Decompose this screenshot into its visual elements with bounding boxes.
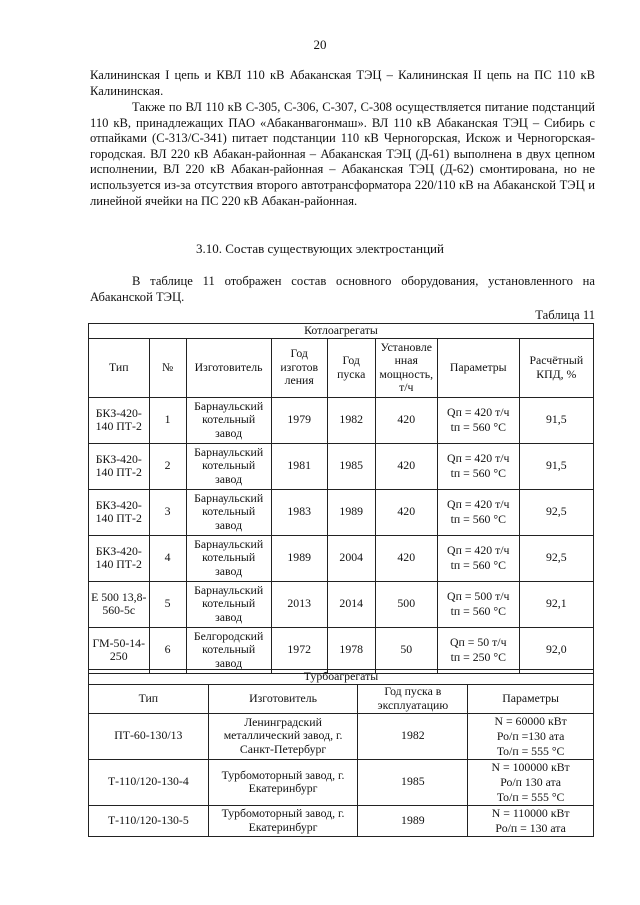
cell-type: Е 500 13,8-560-5с bbox=[89, 581, 150, 627]
param-temp: То/п = 555 °С bbox=[496, 789, 565, 804]
cell-year-made: 1972 bbox=[271, 627, 327, 673]
param-flow: Qп = 420 т/ч bbox=[447, 451, 510, 465]
cell-year-made: 1981 bbox=[271, 443, 327, 489]
cell-capacity: 420 bbox=[375, 397, 437, 443]
cell-params bbox=[437, 627, 519, 673]
cell-num: 6 bbox=[149, 627, 186, 673]
cell-year: 1985 bbox=[358, 759, 468, 805]
cell-maker: Турбомоторный завод, г. Екатеринбург bbox=[208, 805, 358, 836]
cell-maker: Барнаульский котельный завод bbox=[186, 535, 271, 581]
header-maker: Изготовитель bbox=[186, 338, 271, 397]
paragraph-3: В таблице 11 отображен состав основного оборудования, установленного на Абаканской ТЭЦ. bbox=[90, 274, 595, 304]
cell-type: Т-110/120-130-4 bbox=[89, 759, 209, 805]
cell-year-start: 1982 bbox=[327, 397, 375, 443]
cell-params bbox=[437, 397, 519, 443]
param-power: N = 60000 кВт bbox=[494, 713, 567, 728]
cell-year-start: 1985 bbox=[327, 443, 375, 489]
table-row bbox=[89, 535, 594, 581]
param-temp: То/п = 555 °С bbox=[496, 743, 565, 758]
cell-params bbox=[437, 443, 519, 489]
header-efficiency: Расчётный КПД, % bbox=[519, 338, 593, 397]
cell-year-made: 1989 bbox=[271, 535, 327, 581]
header-params: Параметры bbox=[468, 684, 594, 713]
cell-efficiency: 92,1 bbox=[519, 581, 593, 627]
param-power: N = 100000 кВт bbox=[491, 759, 570, 774]
header-maker: Изготовитель bbox=[208, 684, 358, 713]
section-title: 3.10. Состав существующих электростанций bbox=[196, 241, 444, 256]
table-label: Таблица 11 bbox=[535, 308, 595, 322]
cell-type: Т-110/120-130-5 bbox=[89, 805, 209, 836]
cell-year: 1982 bbox=[358, 713, 468, 759]
cell-num: 4 bbox=[149, 535, 186, 581]
cell-type: БКЗ-420-140 ПТ-2 bbox=[89, 443, 150, 489]
table-row bbox=[89, 489, 594, 535]
cell-efficiency: 92,5 bbox=[519, 489, 593, 535]
boilers-header-row bbox=[89, 338, 594, 397]
cell-maker: Барнаульский котельный завод bbox=[186, 443, 271, 489]
turbines-group-title: Турбоагрегаты bbox=[89, 670, 594, 685]
param-temp: tп = 560 °С bbox=[450, 558, 506, 572]
cell-year-start: 2004 bbox=[327, 535, 375, 581]
cell-capacity: 50 bbox=[375, 627, 437, 673]
cell-params bbox=[468, 759, 594, 805]
cell-num: 2 bbox=[149, 443, 186, 489]
param-flow: Qп = 420 т/ч bbox=[447, 405, 510, 419]
param-pressure: Ро/п = 130 ата bbox=[495, 820, 566, 835]
table-row bbox=[89, 805, 594, 836]
cell-year-start: 1989 bbox=[327, 489, 375, 535]
paragraph-1: Калининская I цепь и КВЛ 110 кВ Абаканская ТЭЦ – Калининская II цепь на ПС 110 кВ Калининская. bbox=[90, 68, 595, 98]
cell-params bbox=[468, 805, 594, 836]
cell-params bbox=[468, 713, 594, 759]
cell-num: 3 bbox=[149, 489, 186, 535]
param-flow: Qп = 50 т/ч bbox=[450, 635, 507, 649]
turbines-header-row bbox=[89, 684, 594, 713]
cell-efficiency: 92,5 bbox=[519, 535, 593, 581]
cell-year-start: 2014 bbox=[327, 581, 375, 627]
table-row bbox=[89, 713, 594, 759]
table-row bbox=[89, 759, 594, 805]
param-temp: tп = 250 °С bbox=[450, 650, 506, 664]
cell-efficiency: 91,5 bbox=[519, 397, 593, 443]
cell-maker: Турбомоторный завод, г. Екатеринбург bbox=[208, 759, 358, 805]
cell-efficiency: 92,0 bbox=[519, 627, 593, 673]
table-row bbox=[89, 581, 594, 627]
cell-capacity: 420 bbox=[375, 489, 437, 535]
param-temp: tп = 560 °С bbox=[450, 466, 506, 480]
header-num: № bbox=[149, 338, 186, 397]
cell-params bbox=[437, 489, 519, 535]
cell-year: 1989 bbox=[358, 805, 468, 836]
param-temp: tп = 560 °С bbox=[450, 512, 506, 526]
cell-type: БКЗ-420-140 ПТ-2 bbox=[89, 535, 150, 581]
cell-num: 1 bbox=[149, 397, 186, 443]
header-capacity: Установле нная мощность, т/ч bbox=[375, 338, 437, 397]
cell-params bbox=[437, 581, 519, 627]
cell-year-made: 2013 bbox=[271, 581, 327, 627]
table-row bbox=[89, 397, 594, 443]
cell-maker: Барнаульский котельный завод bbox=[186, 397, 271, 443]
param-temp: tп = 560 °С bbox=[450, 420, 506, 434]
header-year-made: Год изготов ления bbox=[271, 338, 327, 397]
cell-maker: Ленинградский металлический завод, г. Санкт-Петербург bbox=[208, 713, 358, 759]
param-flow: Qп = 420 т/ч bbox=[447, 497, 510, 511]
cell-type: ГМ-50-14-250 bbox=[89, 627, 150, 673]
header-year-start: Год пуска bbox=[327, 338, 375, 397]
cell-num: 5 bbox=[149, 581, 186, 627]
cell-maker: Барнаульский котельный завод bbox=[186, 581, 271, 627]
cell-maker: Белгородский котельный завод bbox=[186, 627, 271, 673]
param-power: N = 110000 кВт bbox=[491, 805, 570, 820]
header-params: Параметры bbox=[437, 338, 519, 397]
page-number: 20 bbox=[313, 37, 327, 52]
cell-year-made: 1979 bbox=[271, 397, 327, 443]
table-row bbox=[89, 627, 594, 673]
cell-maker: Барнаульский котельный завод bbox=[186, 489, 271, 535]
param-pressure: Ро/п =130 ата bbox=[496, 728, 565, 743]
cell-year-start: 1978 bbox=[327, 627, 375, 673]
cell-capacity: 420 bbox=[375, 443, 437, 489]
boilers-table bbox=[88, 323, 594, 674]
cell-type: ПТ-60-130/13 bbox=[89, 713, 209, 759]
table-row bbox=[89, 443, 594, 489]
cell-type: БКЗ-420-140 ПТ-2 bbox=[89, 489, 150, 535]
cell-params bbox=[437, 535, 519, 581]
param-flow: Qп = 420 т/ч bbox=[447, 543, 510, 557]
boilers-group-title: Котлоагрегаты bbox=[89, 324, 594, 339]
param-pressure: Ро/п 130 ата bbox=[500, 774, 562, 789]
paragraph-2: Также по ВЛ 110 кВ С-305, С-306, С-307, С-308 осуществляется питание подстанций 110 кВ, принадлежащих ПАО «Абаканвагонмаш». ВЛ 110 кВ Абаканская ТЭЦ – Сибирь с отпайками (С-313/С-341) питает подстанции 110 кВ Черногорская, Искож и Черногорская-городская. ВЛ 220 кВ Абакан-районная – Абаканская ТЭЦ (Д-61) выполнена в двух цепном исполнении, ВЛ 220 кВ Абакан-районная – Абаканская ТЭЦ (Д-62) смонтирована, но не используется из-за отсутствия второго автотрансформатора 220/110 кВ на Абаканской ТЭЦ и линейной ячейки на ПС 220 кВ Абакан-районная. bbox=[90, 100, 595, 208]
cell-type: БКЗ-420-140 ПТ-2 bbox=[89, 397, 150, 443]
cell-year-made: 1983 bbox=[271, 489, 327, 535]
header-type: Тип bbox=[89, 684, 209, 713]
param-temp: tп = 560 °С bbox=[450, 604, 506, 618]
header-year: Год пуска в эксплуатацию bbox=[358, 684, 468, 713]
cell-efficiency: 91,5 bbox=[519, 443, 593, 489]
turbines-table bbox=[88, 669, 594, 837]
header-type: Тип bbox=[89, 338, 150, 397]
param-flow: Qп = 500 т/ч bbox=[447, 589, 510, 603]
cell-capacity: 420 bbox=[375, 535, 437, 581]
cell-capacity: 500 bbox=[375, 581, 437, 627]
